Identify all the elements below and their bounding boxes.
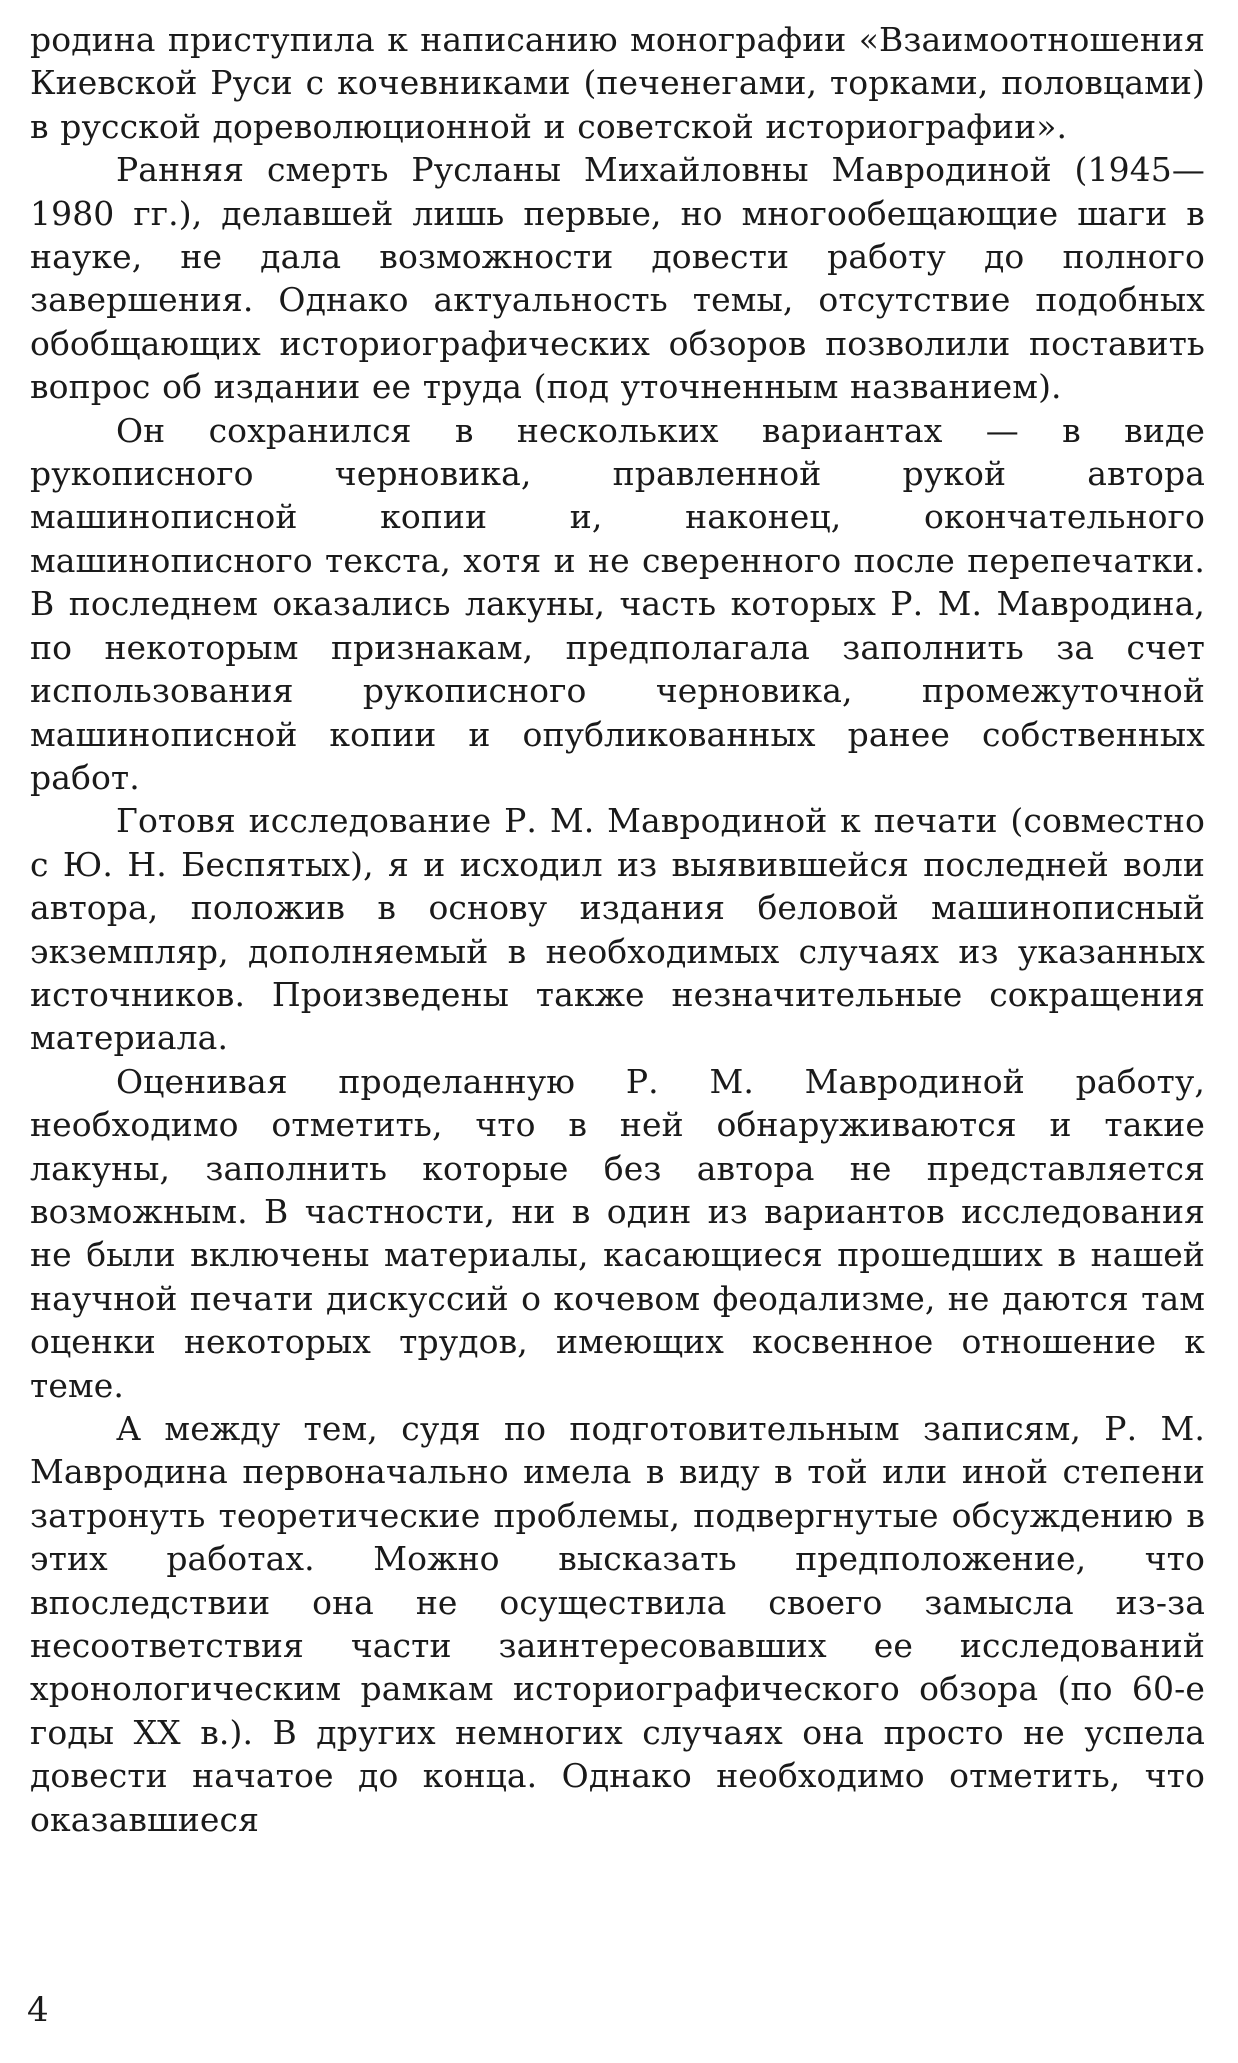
page-number: 4 [27, 1990, 49, 2030]
body-text [30, 18, 1205, 1841]
paragraph: Готовя исследование Р. М. Мавродиной к печати (совместно с Ю. Н. Беспятых), я и исходил из выявившейся последней воли автора, положив в основу издания беловой машинописный экземпляр, дополняемый в необходимых случаях из указанных источников. Произведены также незначительные сокращения материала. [30, 801, 1205, 1058]
paragraph: А между тем, судя по подготовительным записям, Р. М. Мавродина первоначально имела в виду в той или иной степени затронуть теоретические проблемы, подвергнутые обсуждению в этих работах. Можно высказать предположение, что впоследствии она не осуществила своего замысла из-за несоответствия части заинтересовавших ее исследований хронологическим рамкам историографического обзора (по 60-е годы XX в.). В других немногих случаях она просто не успела довести начатое до конца. Однако необходимо отметить, что оказавшиеся [30, 1409, 1205, 1839]
paragraph: Оценивая проделанную Р. М. Мавродиной работу, необходимо отметить, что в ней обнаруживаются и такие лакуны, заполнить которые без автора не представляется возможным. В частности, ни в один из вариантов исследования не были включены материалы, касающиеся прошедших в нашей научной печати дискуссий о кочевом феодализме, не даются там оценки некоторых трудов, имеющих косвенное отношение к теме. [30, 1061, 1205, 1405]
paragraph: Он сохранился в нескольких вариантах — в виде рукописного черновика, правленной рукой автора машинописной копии и, наконец, окончательного машинописного текста, хотя и не сверенного после перепечатки. В последнем оказались лакуны, часть которых Р. М. Мавродина, по некоторым признакам, предполагала заполнить за счет использования рукописного черновика, промежуточной машинописной копии и опубликованных ранее собственных работ. [30, 410, 1205, 797]
paragraph: Ранняя смерть Русланы Михайловны Мавродиной (1945—1980 гг.), делавшей лишь первые, но многообещающие шаги в науке, не дала возможности довести работу до полного завершения. Однако актуальность темы, отсутствие подобных обобщающих историографических обзоров позволили поставить вопрос об издании ее труда (под уточненным названием). [30, 150, 1205, 407]
paragraph-continuation: родина приступила к написанию монографии «Взаимоотношения Киевской Руси с кочевниками (печенегами, торками, половцами) в русской дореволюционной и советской историографии». [30, 20, 1205, 146]
